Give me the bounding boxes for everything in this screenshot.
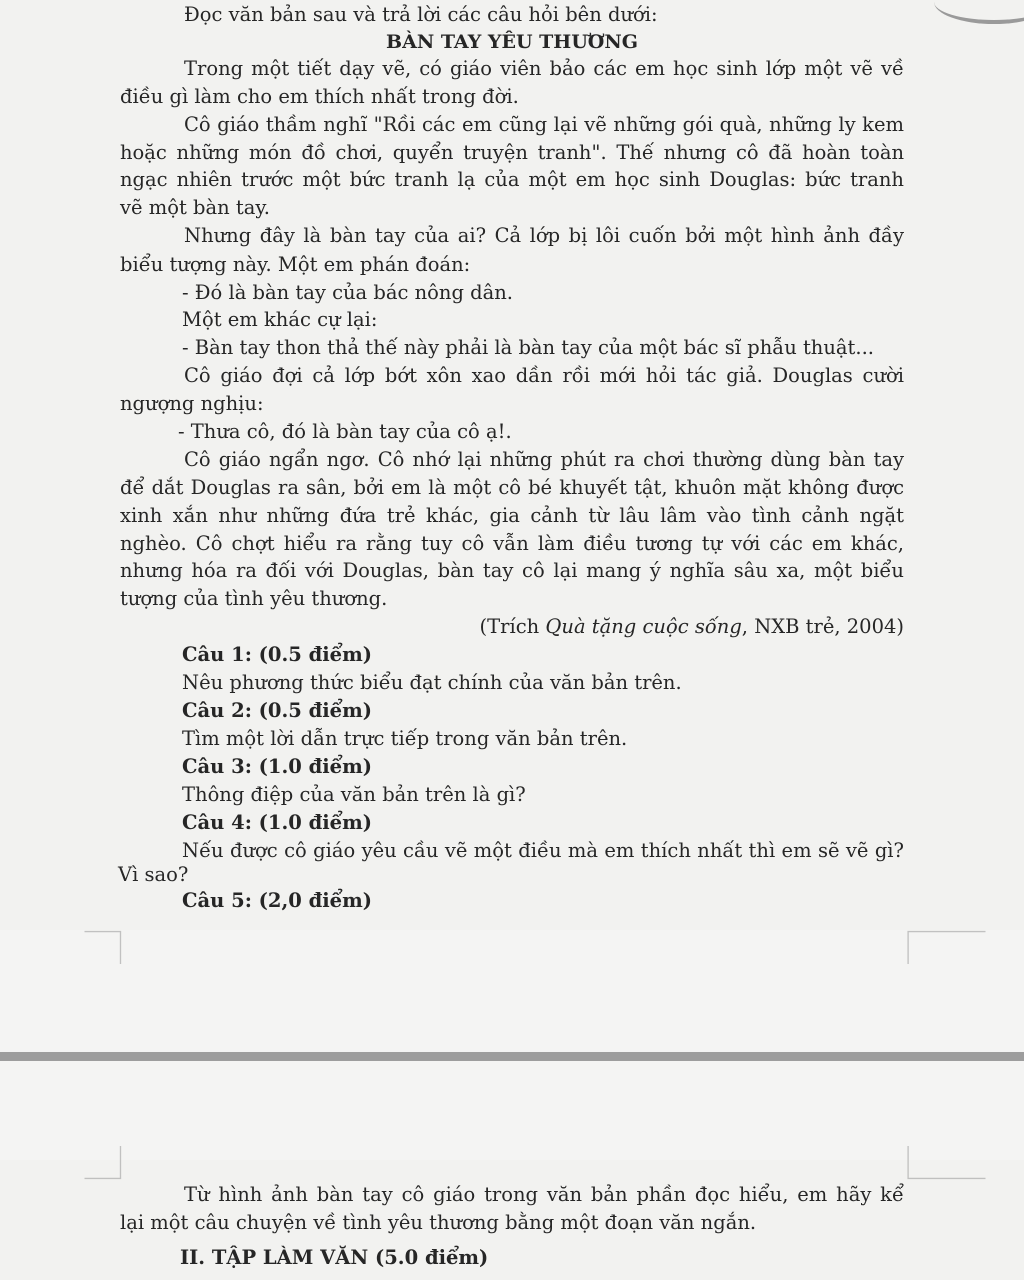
question-label: Câu 2: (0.5 điểm) [182,699,372,722]
passage-line: - Đó là bàn tay của bác nông dân. [182,281,514,304]
crop-mark-bottom-left [80,1146,170,1182]
crop-mark-top-left [80,928,170,964]
question-text: Tìm một lời dẫn trực tiếp trong văn bản trên. [182,727,628,750]
question5-text-line1: Từ hình ảnh bàn tay cô giáo trong văn bản phần đọc hiểu, em hãy kể [184,1183,904,1206]
passage-line: biểu tượng này. Một em phán đoán: [120,253,471,276]
question5-text-line2: lại một câu chuyện về tình yêu thương bằng một đoạn văn ngắn. [120,1211,757,1234]
passage-line: - Thưa cô, đó là bàn tay của cô ạ!. [178,420,512,443]
passage-line: vẽ một bàn tay. [120,196,270,219]
passage-line: Nhưng đây là bàn tay của ai? Cả lớp bị lôi cuốn bởi một hình ảnh đầy [184,224,904,247]
question-label: Câu 1: (0.5 điểm) [182,643,372,666]
passage-line: điều gì làm cho em thích nhất trong đời. [120,85,519,108]
passage-line: - Bàn tay thon thả thế này phải là bàn tay của một bác sĩ phẫu thuật... [182,336,874,359]
passage-line: Trong một tiết dạy vẽ, có giáo viên bảo các em học sinh lớp một vẽ về [184,57,904,80]
passage-line: tượng của tình yêu thương. [120,587,388,610]
passage-line: nghèo. Cô chợt hiểu ra rằng tuy cô vẫn làm điều tương tự với các em khác, [120,532,904,555]
crop-mark-top-right [900,928,990,964]
question-text: Thông điệp của văn bản trên là gì? [182,783,526,806]
question-label: Câu 4: (1.0 điểm) [182,811,372,834]
passage-line: hoặc những món đồ chơi, quyển truyện tranh". Thế nhưng cô đã hoàn toàn [120,141,904,164]
question-text: Nếu được cô giáo yêu cầu vẽ một điều mà em thích nhất thì em sẽ vẽ gì? [182,839,904,862]
question-label: Câu 3: (1.0 điểm) [182,755,372,778]
passage-line: ngạc nhiên trước một bức tranh lạ của một em học sinh Douglas: bức tranh [120,168,904,191]
passage-line: nhưng hóa ra đối với Douglas, bàn tay cô lại mang ý nghĩa sâu xa, một biểu [120,559,904,582]
citation [480,614,904,640]
passage-line: Một em khác cự lại: [182,308,378,331]
question-text-continued: Vì sao? [118,863,189,886]
section-heading: II. TẬP LÀM VĂN (5.0 điểm) [180,1246,489,1269]
citation-suffix: , NXB trẻ, 2004) [741,615,904,638]
citation-prefix: (Trích [479,615,546,638]
passage-title: BÀN TAY YÊU THƯƠNG [386,31,638,53]
page-gap [0,930,1024,1160]
passage-line: xinh xắn như những đứa trẻ khác, gia cảnh từ lâu lâm vào tình cảnh ngặt [120,504,904,527]
corner-shadow [934,0,1024,24]
citation-title: Quà tặng cuộc sống [545,615,742,638]
passage-line: ngượng nghịu: [120,392,264,415]
crop-mark-bottom-right [900,1146,990,1182]
instruction-text: Đọc văn bản sau và trả lời các câu hỏi bên dưới: [184,3,658,26]
passage-line: Cô giáo thầm nghĩ "Rồi các em cũng lại vẽ những gói quà, những ly kem [184,113,904,136]
passage-line: Cô giáo đợi cả lớp bớt xôn xao dần rồi mới hỏi tác giả. Douglas cười [184,364,904,387]
question-text: Nêu phương thức biểu đạt chính của văn bản trên. [182,671,682,694]
page-separator [0,1052,1024,1061]
passage-line: Cô giáo ngẩn ngơ. Cô nhớ lại những phút ra chơi thường dùng bàn tay [184,448,904,471]
passage-line: để dắt Douglas ra sân, bởi em là một cô bé khuyết tật, khuôn mặt không được [120,476,904,499]
question-label: Câu 5: (2,0 điểm) [182,889,372,912]
